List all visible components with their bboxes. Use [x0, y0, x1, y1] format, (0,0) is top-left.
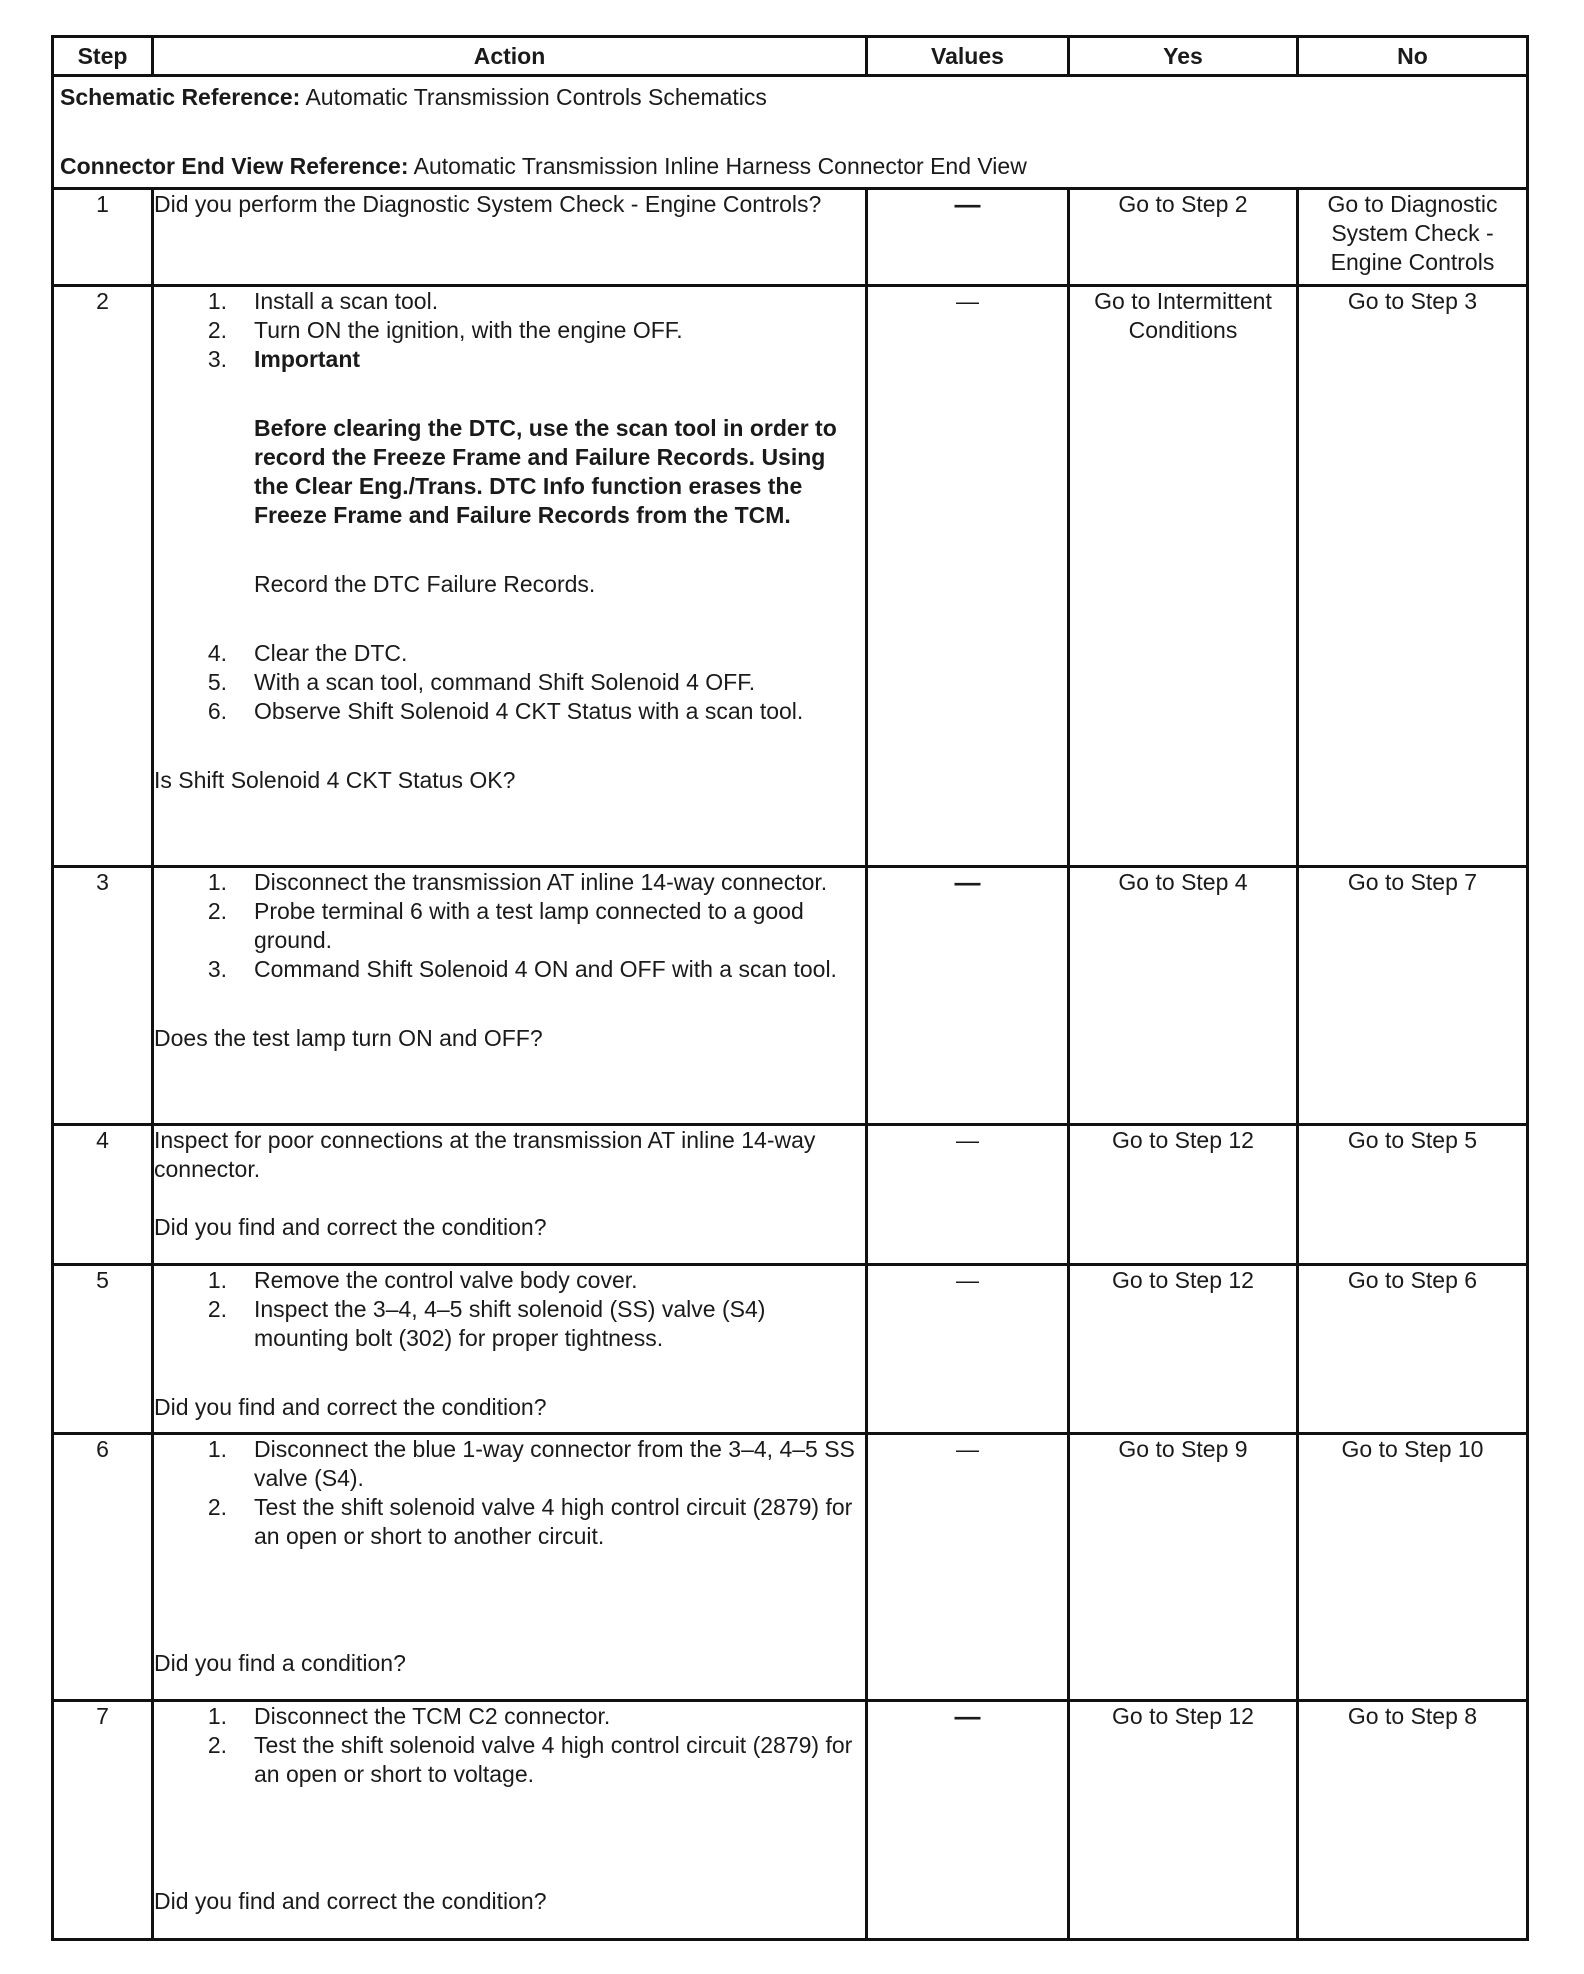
action-cell — [153, 867, 867, 1125]
yes-cell: Go to Intermittent Conditions — [1069, 286, 1298, 867]
no-cell: Go to Step 7 — [1298, 867, 1528, 1125]
list-item: 2. Turn ON the ignition, with the engine OFF. — [207, 317, 683, 343]
action-text: Did you perform the Diagnostic System Check - Engine Controls? — [154, 191, 822, 217]
values-cell — [867, 189, 1069, 286]
no-cell: Go to Step 6 — [1298, 1265, 1528, 1434]
reference-row — [53, 76, 1528, 189]
step-number: 3 — [53, 867, 153, 1125]
step-number: 2 — [53, 286, 153, 867]
value-dash: — — [954, 867, 981, 897]
no-cell: Go to Step 3 — [1298, 286, 1528, 867]
table-row — [53, 286, 1528, 867]
value-dash: — — [956, 288, 979, 314]
header-values: Values — [867, 37, 1069, 76]
connector-reference — [60, 152, 1520, 181]
values-cell — [867, 1701, 1069, 1940]
no-cell: Go to Diagnostic System Check - Engine Controls — [1298, 189, 1528, 286]
important-title: Important — [254, 346, 361, 372]
no-cell: Go to Step 10 — [1298, 1434, 1528, 1701]
table-row — [53, 867, 1528, 1125]
action-question: Did you find and correct the condition? — [154, 1888, 547, 1914]
list-item: 3. Command Shift Solenoid 4 ON and OFF with a scan tool. — [207, 956, 837, 982]
step-number: 7 — [53, 1701, 153, 1940]
connector-reference-label: Connector End View Reference: — [60, 153, 409, 179]
step-number: 5 — [53, 1265, 153, 1434]
table-row — [53, 1125, 1528, 1265]
action-question: Is Shift Solenoid 4 CKT Status OK? — [154, 767, 516, 793]
header-row — [53, 37, 1528, 76]
action-question: Does the test lamp turn ON and OFF? — [154, 1025, 543, 1051]
no-cell: Go to Step 5 — [1298, 1125, 1528, 1265]
diagnostic-table — [51, 35, 1529, 1941]
action-question: Did you find and correct the condition? — [154, 1394, 547, 1420]
list-item: 2. Test the shift solenoid valve 4 high control circuit (2879) for an open or short to another circuit. — [207, 1494, 853, 1549]
yes-cell: Go to Step 12 — [1069, 1125, 1298, 1265]
action-question: Did you find and correct the condition? — [154, 1214, 547, 1240]
header-yes: Yes — [1069, 37, 1298, 76]
schematic-reference — [60, 83, 1520, 112]
values-cell — [867, 1265, 1069, 1434]
yes-cell: Go to Step 12 — [1069, 1265, 1298, 1434]
list-item: 2. Inspect the 3–4, 4–5 shift solenoid (SS) valve (S4) mounting bolt (302) for proper tightness. — [207, 1296, 766, 1351]
values-cell — [867, 286, 1069, 867]
list-item: 1. Disconnect the transmission AT inline 14-way connector. — [207, 869, 828, 895]
action-cell — [153, 1125, 867, 1265]
step-number: 4 — [53, 1125, 153, 1265]
connector-reference-text: Automatic Transmission Inline Harness Connector End View — [413, 153, 1027, 179]
no-cell: Go to Step 8 — [1298, 1701, 1528, 1940]
list-item: 2. Test the shift solenoid valve 4 high control circuit (2879) for an open or short to voltage. — [207, 1732, 853, 1787]
action-steps — [154, 1435, 865, 1551]
list-item: 4. Clear the DTC. — [207, 640, 408, 666]
table-row — [53, 1265, 1528, 1434]
values-cell — [867, 1434, 1069, 1701]
value-dash: — — [956, 1436, 979, 1462]
step-number: 6 — [53, 1434, 153, 1701]
schematic-reference-text: Automatic Transmission Controls Schematics — [305, 84, 767, 110]
action-cell — [153, 189, 867, 286]
record-text: Record the DTC Failure Records. — [254, 571, 596, 597]
action-steps — [154, 287, 865, 726]
list-item: 1. Disconnect the blue 1-way connector from the 3–4, 4–5 SS valve (S4). — [207, 1436, 855, 1491]
list-item: 5. With a scan tool, command Shift Solenoid 4 OFF. — [207, 669, 756, 695]
action-question: Did you find a condition? — [154, 1650, 406, 1676]
step-number: 1 — [53, 189, 153, 286]
list-item: 3. Important Before clearing the DTC, use the scan tool in order to record the Freeze Frame and Failure Records. Using the Clear Eng./Trans. DTC Info function erases the Freeze Frame and Failure Records from the TCM. Record the DTC Failure Records. — [154, 345, 865, 639]
header-action: Action — [153, 37, 867, 76]
list-item: 1. Disconnect the TCM C2 connector. — [207, 1703, 611, 1729]
reference-cell — [53, 76, 1528, 189]
list-item: 2. Probe terminal 6 with a test lamp connected to a good ground. — [207, 898, 804, 953]
yes-cell: Go to Step 4 — [1069, 867, 1298, 1125]
value-dash: — — [954, 189, 981, 219]
action-cell — [153, 1434, 867, 1701]
table-row — [53, 1434, 1528, 1701]
values-cell — [867, 867, 1069, 1125]
action-cell — [153, 1265, 867, 1434]
header-step: Step — [53, 37, 153, 76]
schematic-reference-label: Schematic Reference: — [60, 84, 301, 110]
values-cell — [867, 1125, 1069, 1265]
list-item: 1. Remove the control valve body cover. — [207, 1267, 638, 1293]
list-item: 1. Install a scan tool. — [207, 288, 439, 314]
action-steps — [154, 1266, 865, 1353]
value-dash: — — [954, 1701, 981, 1731]
action-cell — [153, 286, 867, 867]
table-row — [53, 1701, 1528, 1940]
yes-cell: Go to Step 2 — [1069, 189, 1298, 286]
value-dash: — — [956, 1267, 979, 1293]
yes-cell: Go to Step 9 — [1069, 1434, 1298, 1701]
action-text: Inspect for poor connections at the transmission AT inline 14-way connector. — [154, 1127, 816, 1182]
table-row — [53, 189, 1528, 286]
list-item: 6. Observe Shift Solenoid 4 CKT Status with a scan tool. — [207, 698, 804, 724]
action-cell — [153, 1701, 867, 1940]
important-body: Before clearing the DTC, use the scan tool in order to record the Freeze Frame and Failure Records. Using the Clear Eng./Trans. DTC Info function erases the Freeze Frame and Failure Records from the TCM. — [254, 415, 837, 528]
yes-cell: Go to Step 12 — [1069, 1701, 1298, 1940]
action-steps — [154, 868, 865, 984]
action-steps — [154, 1702, 865, 1789]
value-dash: — — [956, 1127, 979, 1153]
header-no: No — [1298, 37, 1528, 76]
